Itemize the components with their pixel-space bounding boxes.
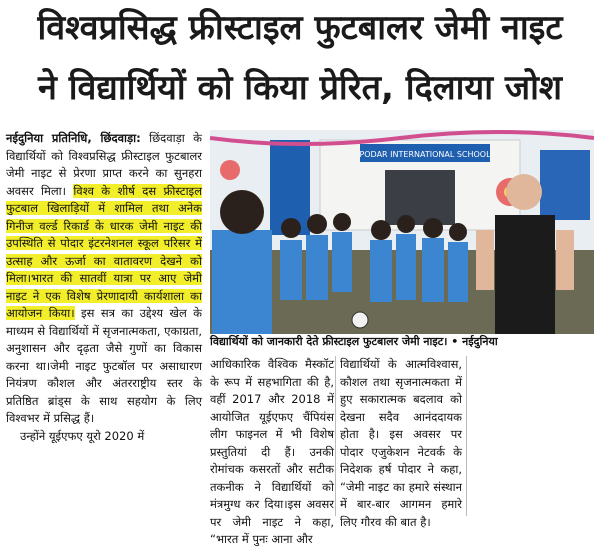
column-divider — [466, 356, 467, 516]
article-column-2: आधिकारिक वैश्विक मैस्कॉट के रूप में सहभागिता की है, वहीं 2017 और 2018 में आयोजित यूईएफए चैंपियंस लीग फाइनल में भी विशेष प्रस्तुतियां दी हैं। उनकी रोमांचक कसरतों और सटीक तकनीक ने विद्यार्थियों को मंत्रमुग्ध कर दिया।इस अवसर पर जेमी नाइट ने कहा, “भारत में पुनः आना और — [210, 357, 334, 546]
headline-line-2: ने विद्यार्थियों को किया प्रेरित, दिलाया जोश — [38, 68, 562, 108]
highlighted-text: विश्व के शीर्ष दस फ्रीस्टाइल फुटबाल खिलाड़ियों में शामिल तथा अनेक गिनीज वर्ल्ड रिकार्ड के धारक जेमी नाइट की उपस्थिति से पोदार इंटरनेशनल स्कूल परिसर में उत्साह और ऊर्जा का वातावरण देखने को मिला।भारत की सातवीं यात्रा पर आए जेमी नाइट ने एक विशेष प्रेरणादायी कार्यशाला का आयोजन किया। — [6, 183, 202, 320]
article-column-1 — [6, 130, 202, 445]
school-sign: PODAR INTERNATIONAL SCHOOL — [359, 150, 491, 159]
column-divider — [335, 356, 336, 516]
article-intro — [6, 130, 202, 428]
body-text-2: उन्होंने यूईएफए यूरो 2020 में — [20, 428, 145, 443]
photo-illustration — [210, 130, 594, 334]
lead-text: छिंदवाड़ा के विद्यार्थियों को विश्वप्रसिद्ध फ्रीस्टाइल फुटबालर जेमी नाइट से प्रेरणा प्राप्त करने का सुनहरा अवसर मिला। — [6, 131, 202, 198]
byline: नईदुनिया प्रतिनिधि, छिंदवाड़ा: — [6, 131, 141, 145]
body-text-1: इस सत्र का उद्देश्य खेल के माध्यम से विद्यार्थियों में सृजनात्मकता, एकाग्रता, अनुशासन और दृढ़ता जैसे गुणों का विकास करना था।जेमी नाइट फुटबॉल पर असाधारण नियंत्रण कौशल और अंतरराष्ट्रीय स्तर के प्रतिष्ठित ब्रांड्स के साथ सहयोग के लिए विश्वभर में प्रसिद्ध हैं। — [6, 306, 203, 425]
headline-line-1: विश्वप्रसिद्ध फ्रीस्टाइल फुटबालर जेमी नाइट — [37, 8, 563, 48]
photo-caption: विद्यार्थियों को जानकारी देते फ्रीस्टाइल फुटबालर जेमी नाइट। • नईदुनिया — [210, 335, 498, 348]
article-photo — [210, 130, 594, 334]
article-column-3: विद्यार्थियों के आत्मविश्वास, कौशल तथा सृजनात्मकता में हुए सकारात्मक बदलाव को देखना सदैव आनंददायक होता है। इस अवसर पर पोदार एजुकेशन नेटवर्क के निदेशक हर्ष पोदार ने कहा, “जेमी नाइट का हमारे संस्थान में बार-बार आगमन हमारे लिए गौरव की बात है। — [340, 357, 462, 529]
